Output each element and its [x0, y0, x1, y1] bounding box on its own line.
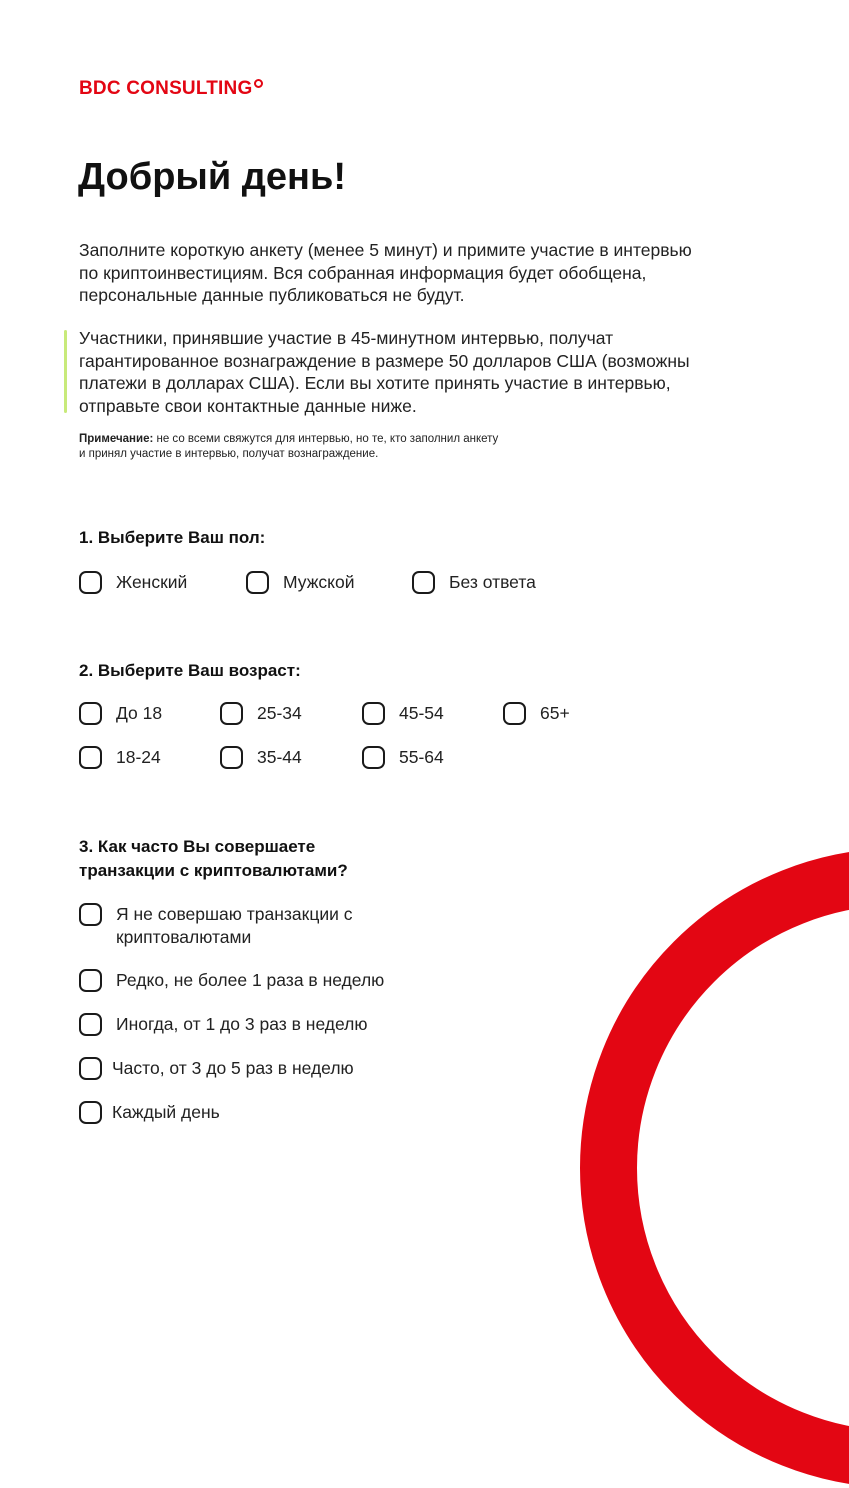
question-3-title-line: транзакции с криптовалютами? — [79, 861, 348, 880]
checkbox[interactable] — [246, 571, 269, 594]
checkbox[interactable] — [79, 571, 102, 594]
option-label: 35-44 — [257, 747, 302, 767]
checkbox[interactable] — [362, 702, 385, 725]
frequency-option-daily[interactable] — [79, 1101, 220, 1124]
reward-paragraph — [79, 327, 779, 417]
checkbox[interactable] — [79, 1101, 102, 1124]
note — [79, 432, 498, 462]
note-line-1 — [79, 432, 498, 447]
gender-option-male[interactable] — [246, 571, 355, 594]
intro-paragraph — [79, 239, 779, 307]
option-label: 65+ — [540, 703, 570, 723]
option-label: До 18 — [116, 703, 163, 723]
accent-bar — [64, 330, 67, 413]
logo-text: BDC CONSULTING — [79, 78, 253, 99]
checkbox[interactable] — [220, 746, 243, 769]
option-label: 25-34 — [257, 703, 302, 723]
reward-line: платежи в долларах США). Если вы хотите принять участие в интервью, — [79, 373, 671, 393]
option-label-line: Я не совершаю транзакции с — [116, 904, 353, 924]
checkbox[interactable] — [220, 702, 243, 725]
frequency-option-rarely[interactable] — [79, 969, 384, 992]
intro-line: Заполните короткую анкету (менее 5 минут) и примите участие в интервью — [79, 240, 692, 260]
question-3-title-line: 3. Как часто Вы совершаете — [79, 837, 316, 856]
logo-ring-icon — [254, 79, 263, 88]
checkbox[interactable] — [79, 903, 102, 926]
age-option-18-24[interactable] — [79, 746, 161, 769]
question-3-title — [79, 835, 348, 883]
age-option-35-44[interactable] — [220, 746, 302, 769]
option-label: 45-54 — [399, 703, 444, 723]
checkbox[interactable] — [79, 1013, 102, 1036]
checkbox[interactable] — [79, 746, 102, 769]
reward-line: отправьте свои контактные данные ниже. — [79, 395, 417, 416]
age-option-under-18[interactable] — [79, 702, 162, 725]
age-option-55-64[interactable] — [362, 746, 444, 769]
checkbox[interactable] — [503, 702, 526, 725]
brand-logo — [79, 78, 263, 100]
option-label: Часто, от 3 до 5 раз в неделю — [112, 1058, 354, 1078]
option-label: 55-64 — [399, 747, 444, 767]
frequency-option-never[interactable] — [79, 903, 353, 949]
frequency-option-sometimes[interactable] — [79, 1013, 368, 1036]
gender-option-no-answer[interactable] — [412, 571, 536, 594]
gender-option-female[interactable] — [79, 571, 187, 594]
option-label: Редко, не более 1 раза в неделю — [116, 970, 385, 990]
checkbox[interactable] — [79, 969, 102, 992]
checkbox[interactable] — [79, 1057, 102, 1080]
decorative-ring — [580, 848, 849, 1488]
note-label: Примечание: — [79, 433, 154, 445]
option-label: Без ответа — [449, 572, 536, 592]
intro-line: по криптоинвестициям. Вся собранная информация будет обобщена, — [79, 262, 647, 283]
option-label — [116, 903, 353, 949]
option-label: Иногда, от 1 до 3 раз в неделю — [116, 1014, 368, 1034]
note-text-1: не со всеми свяжутся для интервью, но те, кто заполнил анкету — [153, 433, 499, 445]
checkbox[interactable] — [412, 571, 435, 594]
question-2-title: 2. Выберите Ваш возраст: — [79, 661, 301, 680]
reward-line: Участники, принявшие участие в 45-минутном интервью, получат — [79, 328, 614, 348]
note-text-2: и принял участие в интервью, получат вознаграждение. — [79, 448, 379, 460]
option-label: Женский — [116, 572, 188, 592]
option-label-line: криптовалютами — [116, 927, 252, 947]
option-label: 18-24 — [116, 747, 161, 767]
reward-line: гарантированное вознаграждение в размере 50 долларов США (возможны — [79, 350, 690, 371]
checkbox[interactable] — [79, 702, 102, 725]
intro-line: персональные данные публиковаться не будут. — [79, 285, 465, 305]
option-label: Мужской — [283, 572, 355, 592]
checkbox[interactable] — [362, 746, 385, 769]
age-option-25-34[interactable] — [220, 702, 302, 725]
age-option-65-plus[interactable] — [503, 702, 570, 725]
page-title: Добрый день! — [78, 156, 347, 198]
age-option-45-54[interactable] — [362, 702, 444, 725]
frequency-option-often[interactable] — [79, 1057, 354, 1080]
option-label: Каждый день — [112, 1102, 220, 1122]
question-1-title: 1. Выберите Ваш пол: — [79, 528, 266, 547]
